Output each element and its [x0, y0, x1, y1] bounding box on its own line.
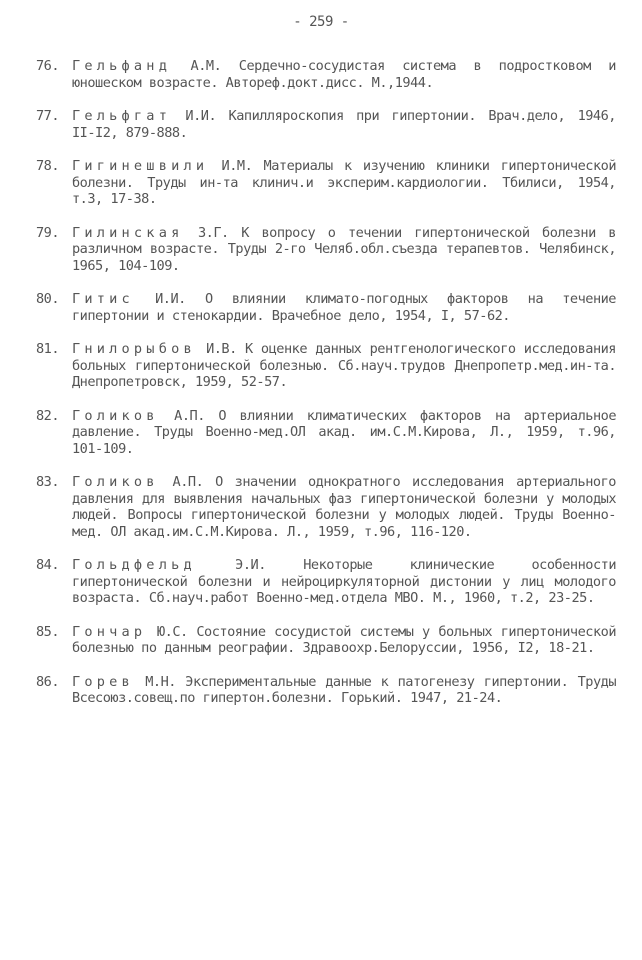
entry-author: Гольдфельд: [72, 557, 196, 573]
bibliography-entry: [36, 557, 616, 607]
bibliography-entry: [36, 474, 616, 540]
entry-initials: Э.И.: [235, 557, 266, 573]
entry-number: 85.: [36, 623, 60, 640]
entry-number: 81.: [36, 341, 60, 357]
entry-initials: И.И.: [155, 291, 186, 307]
entry-initials: А.П.: [172, 474, 204, 490]
entry-text: [72, 291, 616, 324]
bibliography-entry: [36, 108, 616, 141]
entry-title: О влиянии климатических факторов на артериальное давление. Труды Военно-мед.ОЛ акад. им.С.М.Кирова, Л., 1959, т.96, 101-109.: [72, 407, 617, 457]
entry-title: К оценке данных рентгенологического исследования больных гипертонической болезнью. Сб.науч.трудов Днепропетр.мед.ин-та. Днепропетровск, 1959, 52-57.: [72, 341, 616, 390]
entry-author: Гигинешвили: [72, 158, 209, 174]
entry-text: [72, 408, 616, 458]
bibliography-entry: [36, 408, 616, 458]
entry-text: [72, 58, 616, 91]
entry-initials: Ю.С.: [156, 623, 188, 640]
bibliography-entry: [36, 341, 616, 391]
entry-author: Гитис: [72, 291, 134, 307]
page-number: - 259 -: [293, 14, 349, 30]
bibliography-entry: [36, 58, 616, 91]
entry-initials: З.Г.: [197, 224, 229, 241]
entry-initials: М.Н.: [145, 673, 176, 690]
entry-number: 84.: [36, 557, 60, 573]
entry-number: 82.: [36, 407, 60, 424]
entry-title: О влиянии климато-погодных факторов на течение гипертонии и стенокардии. Врачебное дело, 1954, I, 57-62.: [72, 291, 616, 324]
bibliography-entry: [36, 624, 616, 657]
entry-title: Капилляроскопия при гипертонии. Врач.дело, 1946, II-I2, 879-888.: [72, 108, 616, 141]
entry-text: [72, 108, 616, 141]
bibliography-entry: [36, 225, 616, 275]
bibliography-list: [36, 58, 616, 724]
entry-initials: И.И.: [185, 108, 217, 124]
entry-author: Голиков: [72, 474, 159, 490]
entry-title: Экспериментальные данные к патогенезу гипертонии. Труды Всесоюз.совещ.по гипертон.болезни. Горький. 1947, 21-24.: [72, 673, 617, 706]
entry-text: [72, 557, 616, 607]
entry-text: [72, 341, 616, 391]
bibliography-entry: [36, 674, 616, 707]
bibliography-entry: [36, 158, 616, 208]
entry-author: Гельфгат: [72, 108, 172, 124]
entry-title: Сердечно-сосудистая система в подростковом и юношеском возрасте. Автореф.докт.дисс. М.,1944.: [72, 58, 616, 91]
entry-title: К вопросу о течении гипертонической болезни в различном возрасте. Труды 2-го Челяб.обл.съезда терапевтов. Челябинск, 1965, 104-109.: [72, 224, 616, 274]
entry-number: 80.: [36, 291, 60, 307]
entry-number: 76.: [36, 58, 60, 74]
entry-initials: А.П.: [174, 407, 205, 424]
entry-author: Горев: [72, 673, 134, 690]
entry-author: Гнилорыбов: [72, 341, 196, 357]
entry-number: 78.: [36, 158, 60, 174]
entry-number: 79.: [36, 224, 60, 241]
entry-title: О значении однократного исследования артериального давления для выявления начальных фаз гипертонической болезни у молодых людей. Вопросы гипертонической болезни у молодых людей. Труды Военно-мед. ОЛ акад.им.С.М.Кирова. Л., 1959, т.96, 116-120.: [72, 474, 616, 540]
entry-author: Голиков: [72, 407, 159, 424]
entry-text: [72, 674, 616, 707]
entry-text: [72, 474, 616, 540]
entry-initials: И.В.: [206, 341, 237, 357]
bibliography-entry: [36, 291, 616, 324]
entry-author: Гельфанд: [72, 58, 172, 74]
entry-author: Гилинская: [72, 224, 184, 241]
entry-initials: А.М.: [190, 58, 222, 74]
entry-number: 83.: [36, 474, 60, 490]
entry-title: Состояние сосудистой системы у больных гипертонической болезнью по данным реографии. Здравоохр.Белоруссии, 1956, I2, 18-21.: [72, 623, 617, 656]
entry-number: 86.: [36, 673, 60, 690]
entry-initials: И.М.: [221, 158, 253, 174]
entry-title: Материалы к изучению клиники гипертонической болезни. Труды ин-та клинич.и эксперим.кардиологии. Тбилиси, 1954, т.3, 17-38.: [72, 158, 617, 207]
entry-author: Гончар: [72, 623, 147, 640]
entry-number: 77.: [36, 108, 60, 124]
entry-text: [72, 624, 616, 657]
entry-text: [72, 225, 616, 275]
entry-text: [72, 158, 616, 208]
entry-title: Некоторые клинические особенности гипертонической болезни и нейроциркуляторной дистонии у лиц молодого возраста. Сб.науч.работ Военно-мед.отдела МВО. М., 1960, т.2, 23-25.: [72, 557, 617, 606]
